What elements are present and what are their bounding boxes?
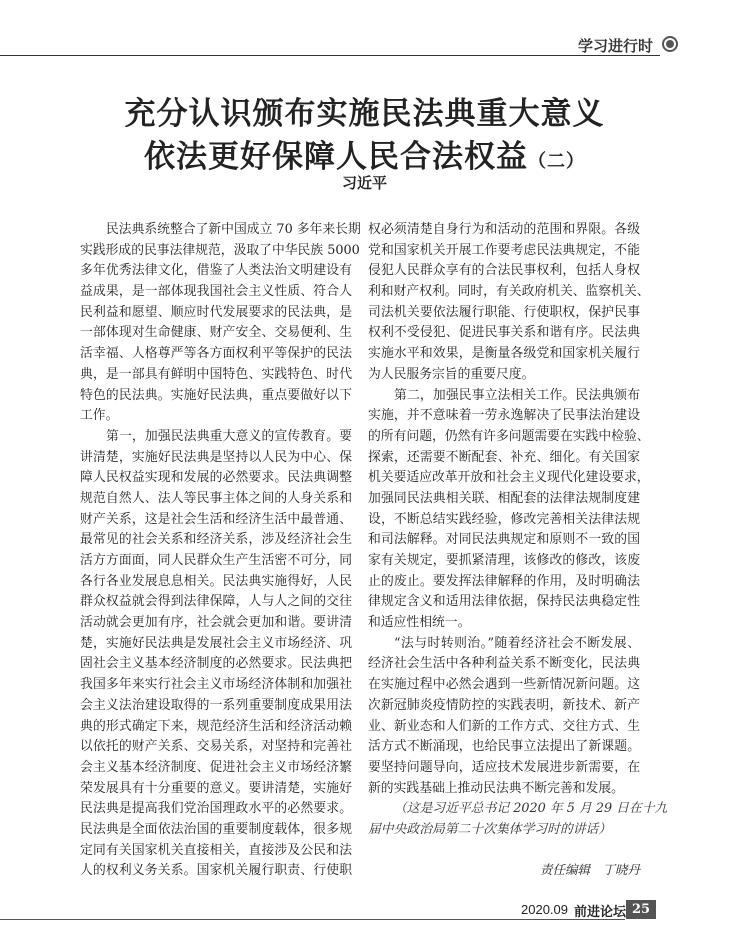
author: 习近平 [341, 174, 387, 192]
title-part: （二） [528, 151, 585, 172]
text-line: 次新冠肺炎疫情防控的实践表明，新技术、新产 [368, 697, 640, 713]
section-label: 学习进行时 [578, 37, 654, 55]
text-line: 典，是一部具有鲜明中国特色、实践特色、时代 [80, 366, 352, 382]
text-line: 侵犯人民群众享有的合法民事权利，包括人身权 [368, 263, 640, 279]
paragraph [368, 220, 650, 386]
text-line: 会主义基本经济制度、促进社会主义市场经济繁 [80, 759, 352, 775]
text-line: 要坚持问题导向，适应技术发展进步新需要，在 [368, 759, 640, 775]
header-rule [0, 55, 660, 56]
text-line: 司法机关要依法履行职能、行使职权，保护民事 [368, 304, 640, 320]
article-title-line1: 充分认识颁布实施民法典重大意义 [124, 96, 605, 132]
paragraph [368, 386, 650, 634]
text-line: 实践形成的民事法律规范，汲取了中华民族 5000 [80, 242, 360, 258]
text-line: 民利益和愿望、顺应时代发展要求的民法典，是 [80, 304, 352, 320]
text-line: “法与时转则治。”随着经济社会不断发展、 [394, 635, 640, 651]
text-line: 权必须清楚自身行为和活动的范围和界限。各级 [368, 222, 640, 237]
text-line: 工作。 [80, 408, 119, 424]
article-title-line2 [0, 131, 729, 176]
text-line: 规范自然人、法人等民事主体之间的人身关系和 [80, 490, 352, 506]
source-note [368, 799, 668, 840]
text-line: 实施水平和效果，是衡量各级党和国家机关履行 [368, 346, 640, 362]
text-line: 的所有问题，仍然有许多问题需要在实践中检验、 [368, 428, 650, 444]
text-line: 利和财产权利。同时，有关政府机关、监察机关、 [368, 284, 650, 300]
text-line: 多年优秀法律文化，借鉴了人类法治文明建设有 [80, 263, 352, 279]
text-line: 定同有关国家机关直接相关，直接涉及公民和法 [80, 842, 352, 858]
paragraph [80, 220, 361, 427]
text-line: 人的权利义务关系。国家机关履行职责、行使职 [80, 863, 352, 879]
text-line: 第一，加强民法典重大意义的宣传教育。要 [106, 428, 352, 444]
text-line: 新的实践基础上推动民法典不断完善和发展。 [368, 780, 624, 796]
text-line: 活方方面面，同人民群众生产生活密不可分，同 [80, 553, 352, 568]
text-line: 业、新业态和人们新的工作方式、交往方式、生 [368, 718, 640, 734]
title-line2-text: 依法更好保障人民合法权益 [144, 139, 528, 175]
text-line: 群众权益就会得到法律保障，人与人之间的交往 [80, 594, 352, 610]
text-line: 党和国家机关开展工作要考虑民法典规定，不能 [368, 242, 640, 258]
text-line: 届中央政治局第二十次集体学习时的讲话） [368, 821, 612, 837]
text-line: 加强同民法典相关联、相配套的法律法规制度建 [368, 490, 640, 506]
right-column [368, 220, 668, 841]
paragraph [80, 427, 352, 882]
text-line: 探索，还需要不断配套、补充、细化。有关国家 [368, 449, 640, 465]
text-line: 家有关规定，要抓紧清理，该修改的修改，该废 [368, 553, 640, 568]
text-line: 活幸福、人格尊严等各方面权利平等保护的民法 [80, 346, 352, 362]
text-line: 我国多年来实行社会主义市场经济体制和加强社 [80, 677, 352, 693]
text-line: 实施，并不意味着一劳永逸解决了民事法治建设 [368, 408, 640, 424]
text-line: 止的废止。要发挥法律解释的作用，及时明确法 [368, 573, 640, 589]
text-line: 特色的民法典。实施好民法典，重点要做好以下 [80, 387, 352, 403]
text-line: 在实施过程中必然会遇到一些新情况新问题。这 [368, 677, 640, 693]
text-line: 民法典是提高我们党治国理政水平的必然要求。 [80, 801, 352, 817]
paragraph [368, 634, 640, 800]
text-line: 民法典系统整合了新中国成立 70 多年来长期 [106, 222, 361, 237]
text-line: 固社会主义基本经济制度的必然要求。民法典把 [80, 656, 352, 672]
footer-rule [0, 919, 625, 920]
text-line: 各行各业发展息息相关。民法典实施得好，人民 [80, 573, 352, 589]
text-line: 活动就会更加有序，社会就会更加和谐。要讲清 [80, 615, 352, 631]
editor-credit: 责任编辑 丁晓丹 [540, 862, 641, 877]
text-line: 经济社会生活中各种利益关系不断变化，民法典 [368, 656, 640, 672]
left-column [80, 220, 361, 882]
circle-arrow-left-icon [662, 36, 678, 52]
text-line: 讲清楚，实施好民法典是坚持以人民为中心、保 [80, 449, 352, 465]
text-line: 益成果，是一部体现我国社会主义性质、符合人 [80, 284, 352, 300]
text-line: 律规定含义和适用法律依据，保持民法典稳定性 [368, 594, 640, 610]
text-line: 以依托的财产关系、交易关系，对坚持和完善社 [80, 739, 352, 755]
text-line: 和适应性相统一。 [368, 615, 471, 631]
text-line: 财产关系，这是社会生活和经济生活中最普通、 [80, 511, 352, 527]
text-line: 为人民服务宗旨的重要尺度。 [368, 366, 535, 382]
text-line: 会主义法治建设取得的一系列重要制度成果用法 [80, 697, 352, 713]
text-line: 设，不断总结实践经验，修改完善相关法律法规 [368, 511, 640, 527]
text-line: 障人民权益实现和发展的必然要求。民法典调整 [80, 470, 352, 486]
text-line: 第二，加强民事立法相关工作。民法典颁布 [394, 387, 640, 403]
text-line: 活方式不断涌现，也给民事立法提出了新课题。 [368, 739, 640, 755]
text-line: 机关要适应改革开放和社会主义现代化建设要求， [368, 470, 650, 486]
text-line: 荣发展具有十分重要的意义。要讲清楚，实施好 [80, 780, 352, 796]
page-number: 25 [626, 900, 656, 919]
magazine-name: 前进论坛 [574, 905, 627, 920]
text-line: 最常见的社会关系和经济关系，涉及经济社会生 [80, 532, 352, 548]
text-line: 民法典是全面依法治国的重要制度载体，很多规 [80, 821, 352, 837]
issue-date: 2020.09 [521, 902, 568, 917]
text-line: 和司法解释。对同民法典规定和原则不一致的国 [368, 532, 640, 548]
text-line: 一部体现对生命健康、财产安全、交易便利、生 [80, 325, 352, 341]
text-line: 楚，实施好民法典是发展社会主义市场经济、巩 [80, 635, 352, 651]
text-line: 典的形式确定下来，规范经济生活和经济活动赖 [80, 718, 352, 734]
text-line: 权利不受侵犯、促进民事关系和谐有序。民法典 [368, 325, 640, 341]
text-line: （这是习近平总书记 2020 年 5 月 29 日在十九 [394, 801, 668, 817]
